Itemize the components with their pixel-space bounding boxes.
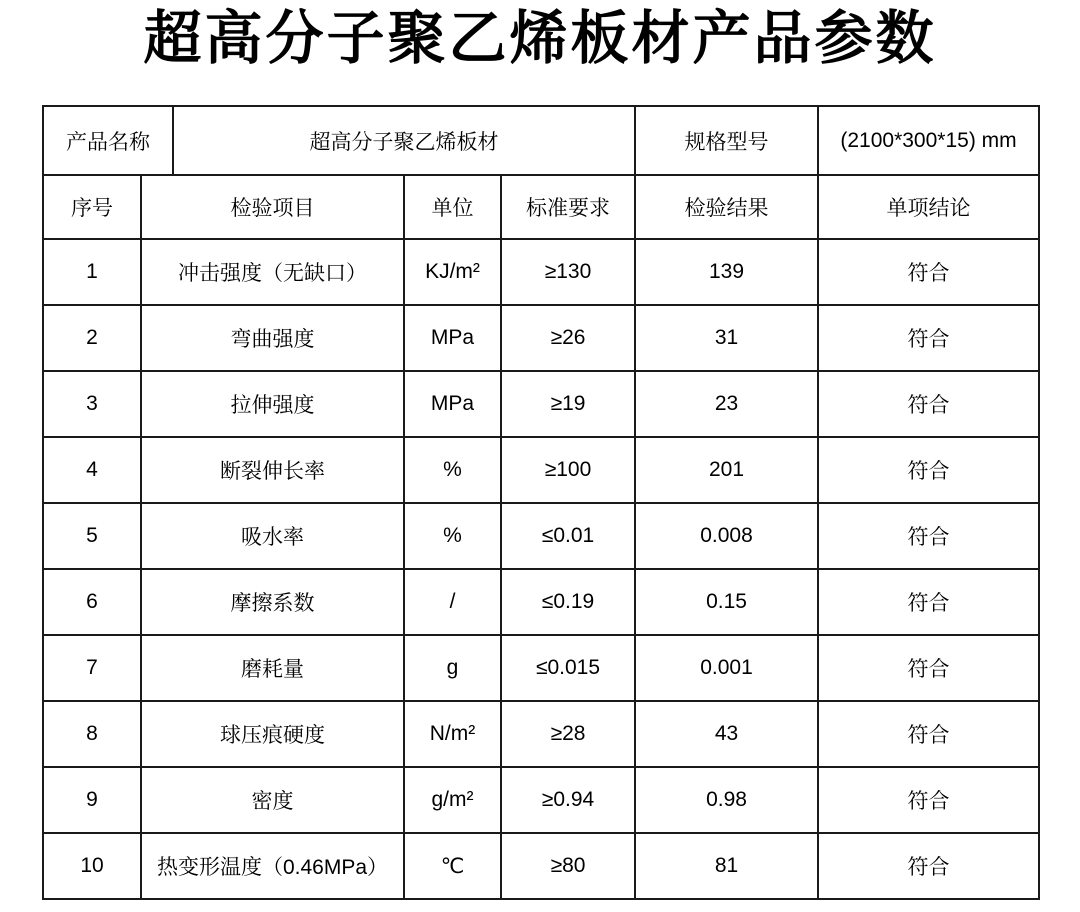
column-header-result: 检验结果: [635, 175, 818, 239]
spec-model-label: 规格型号: [635, 106, 818, 175]
cell-result: 0.98: [635, 767, 818, 833]
cell-result: 81: [635, 833, 818, 899]
cell-no: 7: [43, 635, 141, 701]
cell-conclusion: 符合: [818, 833, 1039, 899]
cell-no: 6: [43, 569, 141, 635]
table-row: [43, 437, 1039, 503]
cell-unit: g/m²: [404, 767, 501, 833]
cell-result: 201: [635, 437, 818, 503]
cell-conclusion: 符合: [818, 371, 1039, 437]
product-info-row: [43, 106, 1039, 175]
cell-item: 热变形温度（0.46MPa）: [141, 833, 404, 899]
cell-standard: ≥80: [501, 833, 635, 899]
table-row: [43, 701, 1039, 767]
cell-item: 密度: [141, 767, 404, 833]
cell-item: 断裂伸长率: [141, 437, 404, 503]
cell-result: 139: [635, 239, 818, 305]
cell-conclusion: 符合: [818, 569, 1039, 635]
cell-no: 9: [43, 767, 141, 833]
cell-standard: ≥26: [501, 305, 635, 371]
cell-result: 0.008: [635, 503, 818, 569]
cell-no: 2: [43, 305, 141, 371]
cell-unit: MPa: [404, 371, 501, 437]
cell-conclusion: 符合: [818, 635, 1039, 701]
cell-unit: /: [404, 569, 501, 635]
cell-no: 3: [43, 371, 141, 437]
cell-item: 弯曲强度: [141, 305, 404, 371]
table-row: [43, 503, 1039, 569]
product-name-value: 超高分子聚乙烯板材: [173, 106, 635, 175]
cell-no: 4: [43, 437, 141, 503]
cell-item: 吸水率: [141, 503, 404, 569]
table-header-row: [43, 175, 1039, 239]
column-header-item: 检验项目: [141, 175, 404, 239]
cell-no: 8: [43, 701, 141, 767]
cell-unit: MPa: [404, 305, 501, 371]
column-header-standard: 标准要求: [501, 175, 635, 239]
table-row: [43, 569, 1039, 635]
cell-item: 摩擦系数: [141, 569, 404, 635]
cell-unit: KJ/m²: [404, 239, 501, 305]
cell-unit: %: [404, 503, 501, 569]
cell-conclusion: 符合: [818, 239, 1039, 305]
cell-no: 10: [43, 833, 141, 899]
column-header-unit: 单位: [404, 175, 501, 239]
cell-conclusion: 符合: [818, 701, 1039, 767]
cell-item: 磨耗量: [141, 635, 404, 701]
cell-unit: g: [404, 635, 501, 701]
cell-standard: ≥19: [501, 371, 635, 437]
cell-standard: ≥28: [501, 701, 635, 767]
cell-item: 冲击强度（无缺口）: [141, 239, 404, 305]
table-row: [43, 767, 1039, 833]
cell-conclusion: 符合: [818, 305, 1039, 371]
cell-conclusion: 符合: [818, 437, 1039, 503]
cell-unit: ℃: [404, 833, 501, 899]
cell-standard: ≤0.19: [501, 569, 635, 635]
table-row: [43, 305, 1039, 371]
cell-standard: ≥0.94: [501, 767, 635, 833]
product-spec-table: [42, 105, 1040, 900]
column-header-conclusion: 单项结论: [818, 175, 1039, 239]
cell-no: 5: [43, 503, 141, 569]
cell-conclusion: 符合: [818, 767, 1039, 833]
page-title: 超高分子聚乙烯板材产品参数: [143, 6, 937, 71]
table-row: [43, 371, 1039, 437]
table-row: [43, 635, 1039, 701]
product-name-label: 产品名称: [43, 106, 173, 175]
column-header-no: 序号: [43, 175, 141, 239]
cell-standard: ≤0.015: [501, 635, 635, 701]
cell-result: 43: [635, 701, 818, 767]
cell-standard: ≥130: [501, 239, 635, 305]
cell-result: 0.15: [635, 569, 818, 635]
table-row: [43, 239, 1039, 305]
cell-result: 23: [635, 371, 818, 437]
cell-unit: N/m²: [404, 701, 501, 767]
cell-result: 0.001: [635, 635, 818, 701]
table-row: [43, 833, 1039, 899]
cell-no: 1: [43, 239, 141, 305]
cell-standard: ≤0.01: [501, 503, 635, 569]
cell-unit: %: [404, 437, 501, 503]
cell-result: 31: [635, 305, 818, 371]
cell-standard: ≥100: [501, 437, 635, 503]
cell-conclusion: 符合: [818, 503, 1039, 569]
cell-item: 拉伸强度: [141, 371, 404, 437]
spec-model-value: (2100*300*15) mm: [818, 106, 1039, 175]
cell-item: 球压痕硬度: [141, 701, 404, 767]
